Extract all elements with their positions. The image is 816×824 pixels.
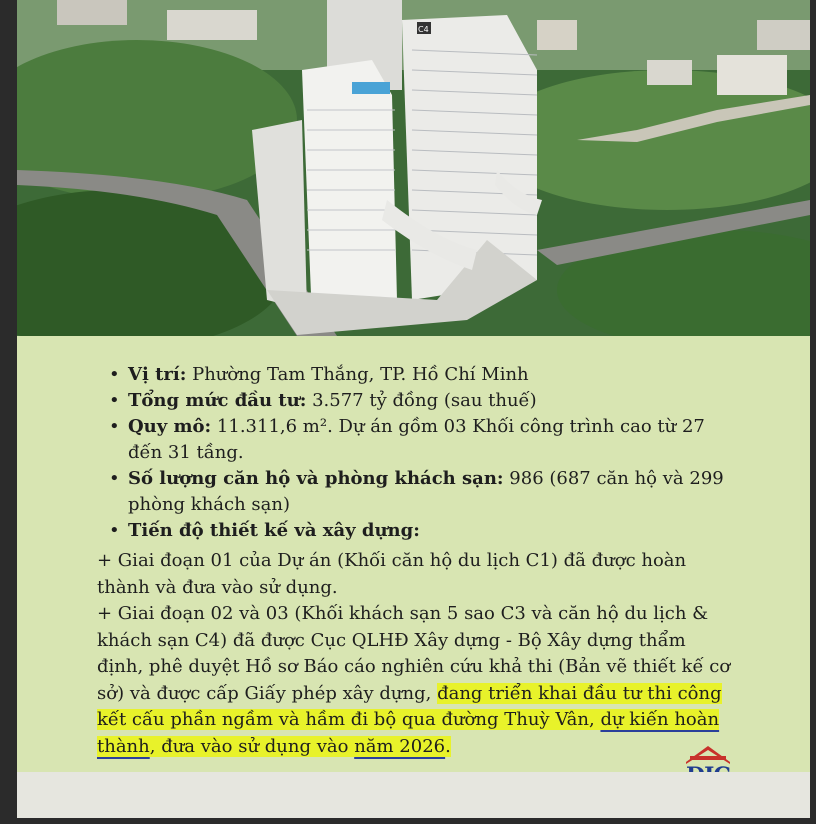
fact-units (109, 466, 731, 518)
fact-label: Số lượng căn hộ và phòng khách sạn: (128, 468, 504, 489)
fact-progress (109, 518, 731, 544)
fact-investment (109, 388, 731, 414)
page-bottom-margin (17, 772, 810, 818)
project-rendering-image (17, 0, 810, 336)
underlined-completion-text: dự kiến hoàn thành (97, 709, 720, 757)
underlined-year-text: năm 2026 (354, 735, 446, 757)
fact-value: 3.577 tỷ đồng (sau thuế) (306, 390, 537, 411)
fact-value: 11.311,6 m². Dự án gồm 03 Khối công trình cao từ 27 đến 31 tầng. (128, 416, 705, 463)
fact-label: Tổng mức đầu tư: (128, 390, 307, 411)
phase-1-paragraph: + Giai đoạn 01 của Dự án (Khối căn hộ du lịch C1) đã được hoàn thành và đưa vào sử dụng. (97, 550, 687, 598)
fact-label: Quy mô: (128, 416, 212, 437)
fact-location (109, 362, 731, 388)
fact-value: Phường Tam Thắng, TP. Hồ Chí Minh (186, 364, 529, 385)
project-info-panel (17, 336, 810, 772)
fact-label: Tiến độ thiết kế và xây dựng: (128, 520, 420, 541)
highlighted-text: đang triển khai đầu tư thi công kết cấu phần ngầm và hầm đi bộ qua đường Thuỳ Vân (97, 682, 722, 730)
tower-label: C4 (418, 25, 429, 34)
fact-value: 986 (687 căn hộ và 299 phòng khách sạn) (128, 468, 724, 515)
phase-2-paragraph (97, 601, 731, 760)
highlighted-period: . (445, 735, 451, 757)
highlighted-separator: , (589, 709, 601, 730)
phase-2-text: + Giai đoạn 02 và 03 (Khối khách sạn 5 sao C3 và căn hộ du lịch & khách sạn C4) đã được Cục QLHĐ Xây dựng - Bộ Xây dựng thẩm định, phê duyệt Hồ sơ Báo cáo nghiên cứu khả thi (Bản vẽ thiết kế cơ sở) và được cấp Giấy phép xây dựng, (97, 603, 731, 704)
document-page (17, 0, 810, 818)
fact-label: Vị trí: (128, 364, 187, 385)
project-facts-list (109, 362, 731, 544)
highlighted-text: , đưa vào sử dụng vào (149, 735, 355, 757)
fact-scale (109, 414, 731, 466)
